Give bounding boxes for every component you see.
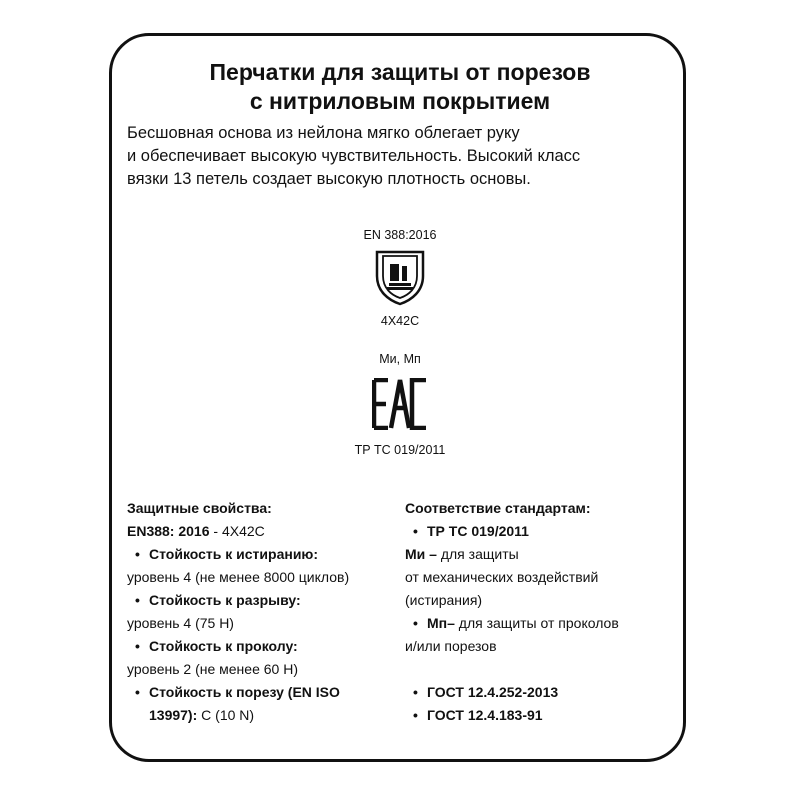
eac-mark-icon: [372, 378, 428, 430]
mi-bold: Ми –: [405, 546, 437, 562]
eac-regulation: ТР ТС 019/2011: [354, 443, 446, 457]
mi-text-3: (истирания): [405, 592, 483, 608]
product-description: [127, 122, 687, 191]
mi-text-2: от механических воздействий: [405, 569, 599, 585]
mp-text-1: для защиты от проколов: [454, 615, 619, 631]
puncture-label: • Стойкость к проколу:: [127, 635, 397, 658]
cut-value: С (10 N): [197, 707, 255, 723]
eac-classes: Ми, Мп: [379, 352, 421, 366]
en388-line: [127, 520, 397, 543]
mi-text-1: для защиты: [436, 546, 519, 562]
cut-label-tail: 13997):: [149, 707, 198, 723]
compliance-heading: Соответствие стандартам:: [405, 500, 591, 516]
gost-item-1: • ГОСТ 12.4.252-2013: [405, 681, 665, 704]
en388-bold: EN388: 2016: [127, 523, 210, 539]
description-line-2: и обеспечивает высокую чувствительность. Высокий класс: [127, 147, 581, 165]
abrasion-value: уровень 4 (не менее 8000 циклов): [127, 569, 350, 585]
tear-value: уровень 4 (75 Н): [127, 615, 234, 631]
protective-heading: Защитные свойства:: [127, 500, 272, 516]
tr-ts-item: • ТР ТС 019/2011: [405, 520, 665, 543]
tear-label: • Стойкость к разрыву:: [127, 589, 397, 612]
description-line-3: вязки 13 петель создает высокую плотность основы.: [127, 170, 531, 188]
protective-properties: [127, 497, 397, 727]
cut-label: • Стойкость к порезу (EN ISO: [127, 681, 397, 704]
puncture-value: уровень 2 (не менее 60 Н): [127, 661, 298, 677]
abrasion-label: • Стойкость к истиранию:: [127, 543, 397, 566]
mp-text-2: и/или порезов: [405, 638, 497, 654]
en388-standard-label: EN 388:2016: [363, 228, 437, 242]
title-line-2: с нитриловым покрытием: [249, 88, 551, 114]
mp-line: [405, 612, 665, 635]
en388-code: 4X42C: [380, 314, 420, 328]
title-line-1: Перчатки для защиты от порезов: [209, 59, 591, 85]
standards-compliance: [405, 497, 665, 727]
compliance-spacer: [405, 658, 665, 681]
gost-item-2: • ГОСТ 12.4.183-91: [405, 704, 665, 727]
mi-line: [405, 543, 665, 566]
cut-line-2: [127, 704, 397, 727]
en388-rest: - 4X42C: [209, 523, 265, 539]
description-line-1: Бесшовная основа из нейлона мягко облегает руку: [127, 124, 520, 142]
mp-bold: Мп–: [427, 615, 455, 631]
page-title: [0, 58, 800, 116]
hammer-shield-icon: [374, 250, 426, 306]
